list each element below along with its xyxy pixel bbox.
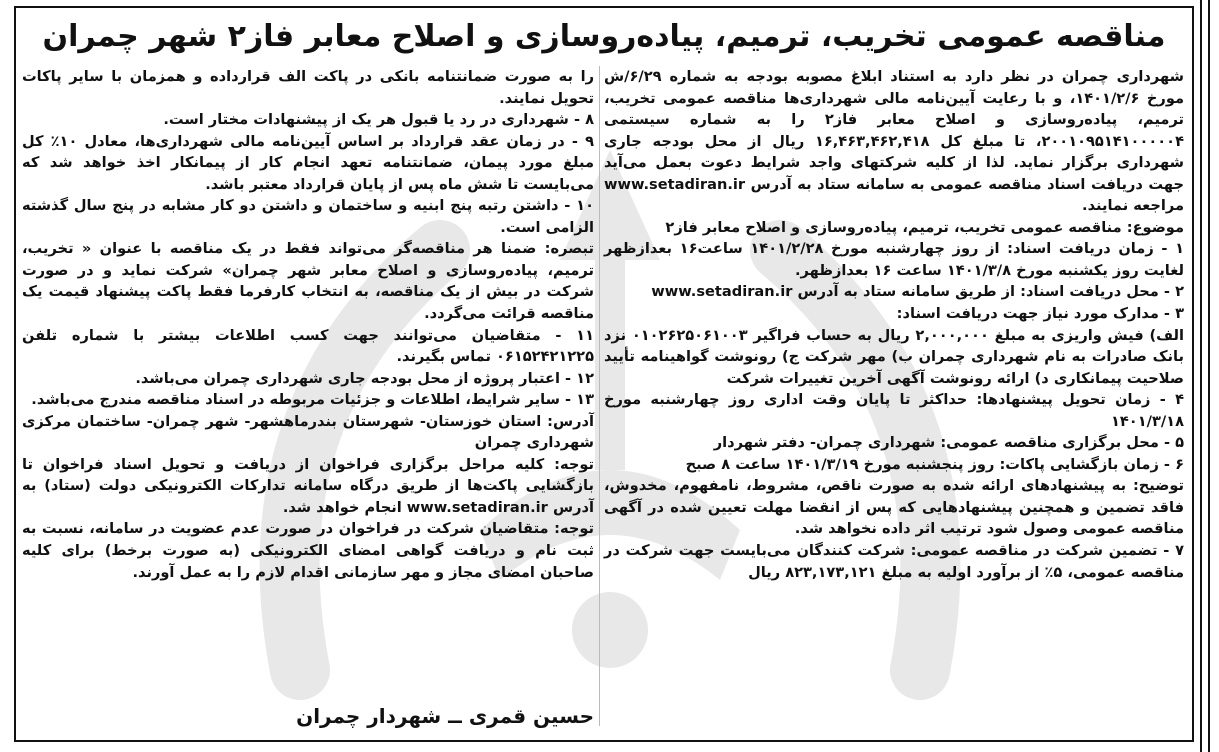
mayor-signature: حسین قمری ــ شهردار چمران bbox=[296, 704, 594, 728]
left-column bbox=[22, 66, 594, 583]
item-5-tender-venue: ۵ - محل برگزاری مناقصه عمومی: شهرداری چمران- دفتر شهردار bbox=[713, 434, 1184, 452]
adjacent-border-line bbox=[1208, 0, 1218, 752]
note-single-tender: تبصره: ضمنا هر مناقصه‌گر می‌تواند فقط در یک مناقصه با عنوان « تخریب، ترمیم، پیاده‌روسازی و اصلاح معابر شهر چمران» شرکت نماید و در صورت شرکت در بیش از یک مناقصه، به انتخاب کارفرما فقط پاکت پیشنهاد قیمت یک مناقصه قرائت می‌گردد. bbox=[22, 240, 594, 323]
column-divider bbox=[599, 66, 600, 726]
attention-setad-portal: توجه: کلیه مراحل برگزاری فراخوان از دریافت و تحویل اسناد فراخوان تا بازگشایی پاکت‌ها از طریق درگاه سامانه تدارکات الکترونیکی دولت (ستاد) به آدرس www.setadiran.ir انجام خواهد شد. bbox=[22, 455, 594, 516]
item-3-required-documents: ۳ - مدارک مورد نیاز جهت دریافت اسناد: bbox=[896, 305, 1184, 323]
item-11-contact-phone: ۱۱ - متقاضیان می‌توانند جهت کسب اطلاعات بیشتر با شماره تلفن ۰۶۱۵۲۴۲۱۲۲۵ تماس بگیرند. bbox=[22, 326, 594, 366]
item-13-other-conditions: ۱۳ - سایر شرایط، اطلاعات و جزئیات مربوطه در اسناد مناقصه مندرج می‌باشد. bbox=[31, 391, 594, 409]
item-8-accept-reject: ۸ - شهرداری در رد یا قبول هر یک از پیشنهادات مختار است. bbox=[163, 111, 594, 129]
notice-title: مناقصه عمومی تخریب، ترمیم، پیاده‌روسازی و اصلاح معابر فاز۲ شهر چمران bbox=[42, 19, 1166, 54]
required-documents-list: الف) فیش واریزی به مبلغ ۲,۰۰۰,۰۰۰ ریال به حساب فراگیر ۰۱۰۲۶۲۵۰۶۱۰۰۳ نزد بانک صادرات به نام شهرداری چمران ب) مهر شرکت ج) رونوشت گواهینامه تأیید صلاحیت پیمانکاری د) ارائه رونوشت آگهی آخرین تغییرات شرکت bbox=[604, 326, 1184, 387]
explanation-note: توضیح: به پیشنهادهای ارائه شده به صورت ناقص، مشروط، نامفهوم، مخدوش، فاقد تضمین و همچنین پیشنهادهایی که پس از انقضا مهلت تعیین شده در آگهی مناقصه عمومی وصول شود ترتیب اثر داده نخواهد شد. bbox=[604, 477, 1184, 538]
item-9-performance-guarantee: ۹ - در زمان عقد قرارداد بر اساس آیین‌نامه مالی شهرداری‌ها، معادل ۱۰٪ کل مبلغ مورد پیمان، ضمانتنامه تعهد انجام کار از پیمانکار اخذ خواهد شد که می‌بایست تا شش ماه پس از پایان قرارداد معتبر باشد. bbox=[22, 132, 594, 193]
item-6-opening-time: ۶ - زمان بازگشایی پاکات: روز پنجشنبه مورخ ۱۴۰۱/۳/۱۹ ساعت ۸ صبح bbox=[685, 455, 1184, 473]
subject-line: موضوع: مناقصه عمومی تخریب، ترمیم، پیاده‌روسازی و اصلاح معابر فاز۲ bbox=[665, 218, 1184, 236]
item-7-guarantee: ۷ - تضمین شرکت در مناقصه عمومی: شرکت کنندگان می‌بایست جهت شرکت در مناقصه عمومی، ۵٪ از برآورد اولیه به مبلغ ۸۲۳,۱۷۳,۱۲۱ ریال bbox=[604, 542, 1184, 581]
guarantee-continuation: را به صورت ضمانتنامه بانکی در پاکت الف قرارداده و همزمان با سایر پاکات تحویل نمایند. bbox=[22, 68, 594, 107]
item-10-qualification: ۱۰ - داشتن رتبه پنج ابنیه و ساختمان و داشتن دو کار مشابه در پنج سال گذشته الزامی است. bbox=[22, 197, 594, 236]
item-2-document-receipt-place: ۲ - محل دریافت اسناد: از طریق سامانه ستاد به آدرس www.setadiran.ir bbox=[651, 283, 1184, 301]
intro-paragraph: شهرداری چمران در نظر دارد به استناد ابلاغ مصوبه بودجه به شماره ۶/۲۹/ش مورخ ۱۴۰۱/۲/۶، و با رعایت آیین‌نامه مالی شهرداری‌ها مناقصه عمومی تخریب، ترمیم، پیاده‌روسازی و اصلاح معابر فاز۲ را به شماره سیستمی ۲۰۰۱۰۹۵۱۴۱۰۰۰۰۰۴، تا مبلغ کل ۱۶,۴۶۳,۴۶۲,۴۱۸ ریال از محل بودجه جاری شهرداری برگزار نماید. لذا از کلیه شرکتهای واجد شرایط دعوت بعمل می‌آید جهت دریافت اسناد مناقصه عمومی به سامانه ستاد به آدرس www.setadiran.ir مراجعه نمایند. bbox=[604, 68, 1185, 215]
item-1-document-receipt-time: ۱ - زمان دریافت اسناد: از روز چهارشنبه مورخ ۱۴۰۱/۲/۲۸ ساعت۱۶ بعدازظهر لغایت روز یکشنبه مورخ ۱۴۰۱/۳/۸ ساعت ۱۶ بعدازظهر. bbox=[604, 240, 1184, 279]
adjacent-column-edge bbox=[1200, 0, 1219, 752]
item-4-submission-deadline: ۴ - زمان تحویل پیشنهادها: حداکثر تا پایان وقت اداری روز چهارشنبه مورخ ۱۴۰۱/۳/۱۸ bbox=[604, 391, 1184, 430]
attention-registration: توجه: متقاضیان شرکت در فراخوان در صورت عدم عضویت در سامانه، نسبت به ثبت نام و دریافت گواهی امضای الکترونیکی (به صورت برخط) برای کلیه صاحبان امضای مجاز و مهر سازمانی اقدام لازم را به عمل آورند. bbox=[22, 520, 594, 581]
right-column bbox=[604, 66, 1184, 583]
item-12-project-funding: ۱۲ - اعتبار پروژه از محل بودجه جاری شهرداری چمران می‌باشد. bbox=[135, 369, 594, 387]
address: آدرس: استان خوزستان- شهرستان بندرماهشهر- شهر چمران- ساختمان مرکزی شهرداری چمران bbox=[22, 412, 594, 452]
